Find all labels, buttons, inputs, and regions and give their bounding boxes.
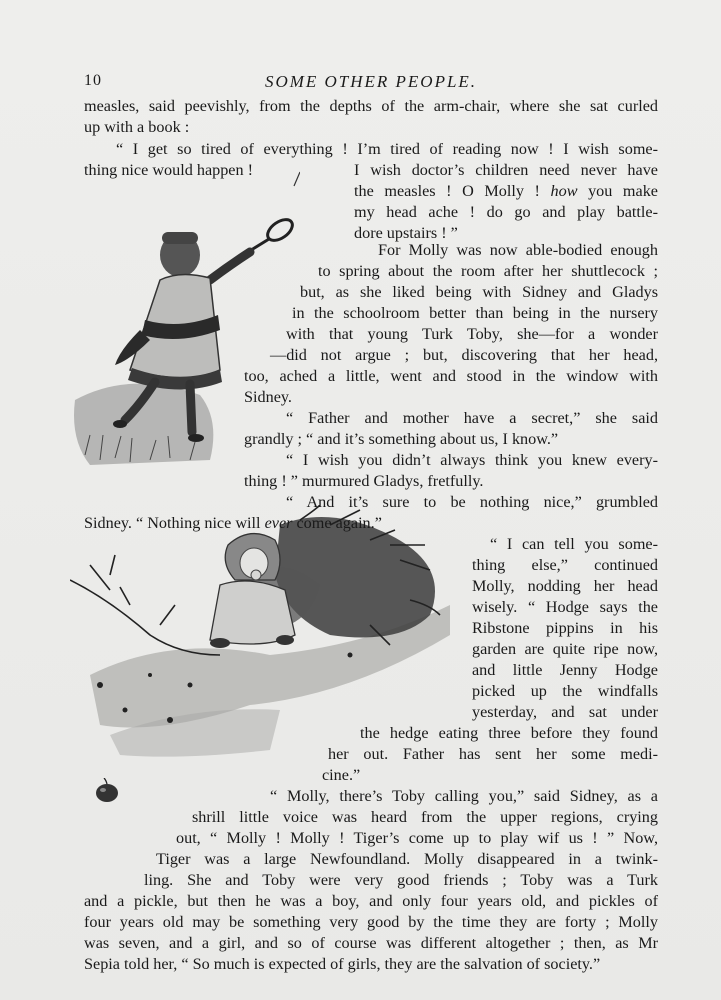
- text-line: the measles ! O Molly ! how you make: [354, 182, 658, 200]
- text-line: too, ached a little, went and stood in the window with: [244, 367, 658, 385]
- text-line: ling. She and Toby were very good friends ; Toby was a Turk: [144, 871, 658, 889]
- text-line: thing nice would happen !: [84, 161, 254, 179]
- text-line: the hedge eating three before they found: [360, 724, 658, 742]
- text-line: shrill little voice was heard from the upper regions, crying: [192, 808, 658, 826]
- text-line: I wish doctor’s children need never have: [354, 161, 658, 179]
- text-line: For Molly was now able-bodied enough: [378, 241, 658, 259]
- text-line: and little Jenny Hodge: [472, 661, 658, 679]
- text-line: “ Father and mother have a secret,” she said: [286, 409, 658, 427]
- emphasis: ever: [264, 514, 293, 532]
- text-line: grandly ; “ and it’s something about us, I know.”: [244, 430, 559, 448]
- text-line: thing ! ” murmured Gladys, fretfully.: [244, 472, 484, 490]
- text-line: Tiger was a large Newfoundland. Molly disappeared in a twink-: [156, 850, 658, 868]
- text-line: Ribstone pippins in his: [472, 619, 658, 637]
- text-line: but, as she liked being with Sidney and Gladys: [300, 283, 658, 301]
- illustration-battledore-girl: [70, 170, 300, 470]
- text-line: out, “ Molly ! Molly ! Tiger’s come up to play wif us ! ” Now,: [176, 829, 658, 847]
- text-line: “ I wish you didn’t always think you knew every-: [286, 451, 658, 469]
- text-line: in the schoolroom better than being in the nursery: [292, 304, 658, 322]
- emphasis: how: [550, 182, 578, 200]
- battledore-girl-image: [70, 170, 300, 470]
- text-line: four years old may be something very good by the time they are forty ; Molly: [84, 913, 658, 931]
- apple-image: [92, 778, 122, 804]
- text-line: was seven, and a girl, and so of course was different altogether ; then, as Mr: [84, 934, 658, 952]
- text-line: “ I can tell you some-: [490, 535, 658, 553]
- text-line: my head ache ! do go and play battle-: [354, 203, 658, 221]
- text-line: “ Molly, there’s Toby calling you,” said Sidney, as a: [270, 787, 658, 805]
- text-line: measles, said peevishly, from the depths of the arm-chair, where she sat curled: [84, 97, 658, 115]
- running-title: SOME OTHER PEOPLE.: [264, 72, 478, 91]
- text-line: up with a book :: [84, 118, 190, 136]
- text-line: cine.”: [322, 766, 361, 784]
- text-line: Sidney.: [244, 388, 292, 406]
- text-line: Sepia told her, “ So much is expected of girls, they are the salvation of society.”: [84, 955, 601, 973]
- text-line: —did not argue ; but, discovering that her head,: [270, 346, 658, 364]
- illustration-apple: [92, 778, 122, 804]
- text-line: picked up the windfalls: [472, 682, 658, 700]
- page-number: 10: [84, 72, 102, 89]
- text-line: her out. Father has sent her some medi-: [328, 745, 658, 763]
- text-line: garden are quite ripe now,: [472, 640, 658, 658]
- text-line: Sidney. “ Nothing nice will ever come again.”: [84, 514, 382, 532]
- text-line: thing else,” continued: [472, 556, 658, 574]
- text-line: yesterday, and sat under: [472, 703, 658, 721]
- text-line: and a pickle, but then he was a boy, and only four years old, and pickles of: [84, 892, 658, 910]
- text-line: dore upstairs ! ”: [354, 224, 458, 242]
- page-header: [84, 72, 658, 96]
- text-line: “ And it’s sure to be nothing nice,” grumbled: [286, 493, 658, 511]
- text-line: wisely. “ Hodge says the: [472, 598, 658, 616]
- text-line: with that young Turk Toby, she—for a wonder: [286, 325, 658, 343]
- text-line: Molly, nodding her head: [472, 577, 658, 595]
- text-line: “ I get so tired of everything ! I’m tired of reading now ! I wish some-: [116, 140, 658, 158]
- text-line: to spring about the room after her shuttlecock ;: [318, 262, 658, 280]
